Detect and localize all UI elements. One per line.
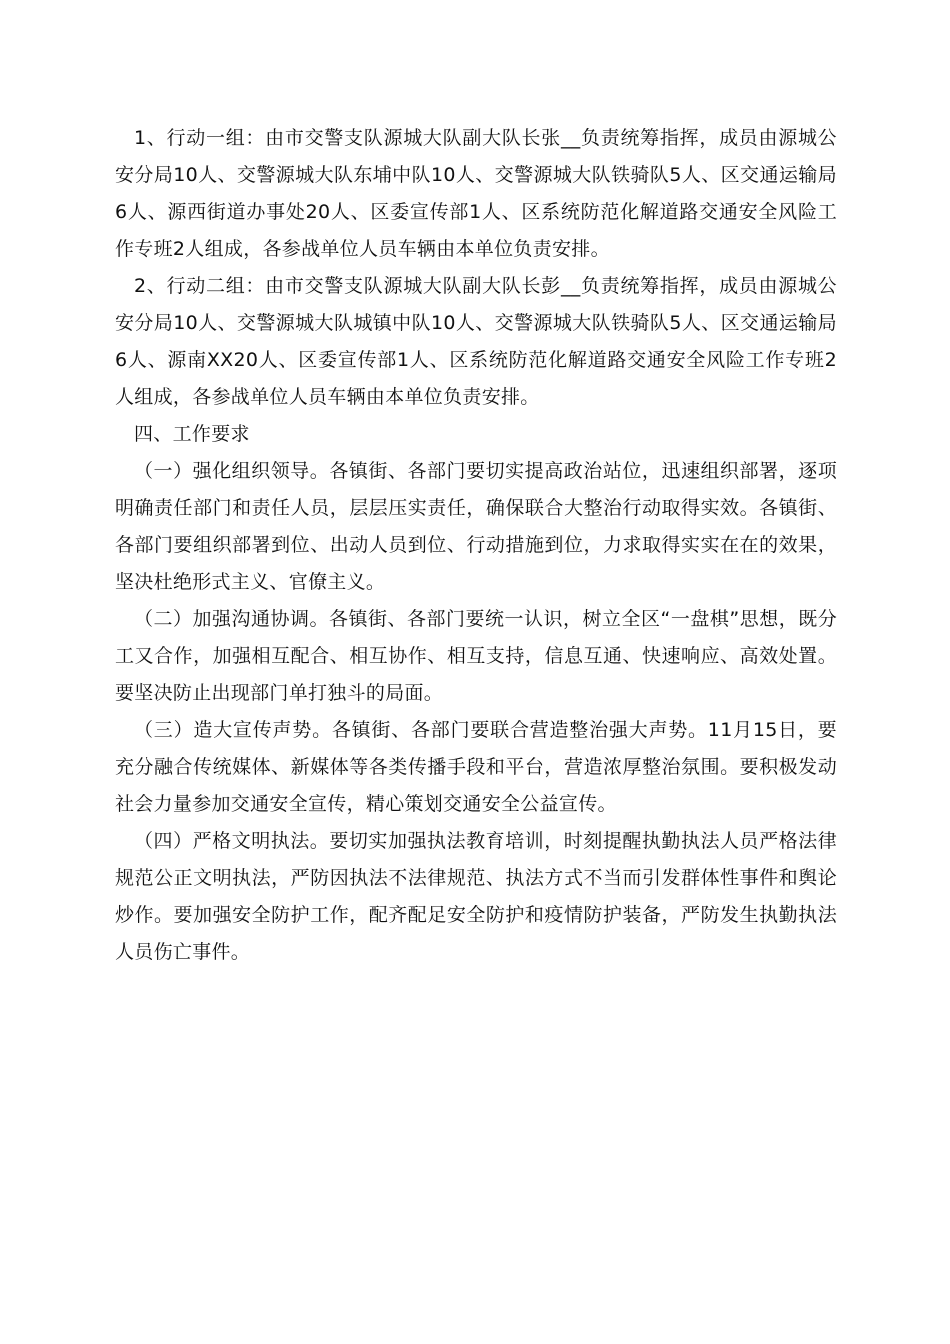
- document-body: [115, 120, 837, 971]
- paragraph-action-group-one: 1、行动一组：由市交警支队源城大队副大队长张__负责统筹指挥，成员由源城公安分局10人、交警源城大队东埔中队10人、交警源城大队铁骑队5人、区交通运输局6人、源西街道办事处20人、区委宣传部1人、区系统防范化解道路交通安全风险工作专班2人组成，各参战单位人员车辆由本单位负责安排。: [115, 127, 837, 260]
- section-heading-work-requirements: 四、工作要求: [134, 423, 250, 445]
- paragraph-requirement-two: （二）加强沟通协调。各镇街、各部门要统一认识，树立全区“一盘棋”思想，既分工又合作，加强相互配合、相互协作、相互支持，信息互通、快速响应、高效处置。要坚决防止出现部门单打独斗的局面。: [115, 608, 837, 704]
- paragraph-action-group-two: 2、行动二组：由市交警支队源城大队副大队长彭__负责统筹指挥，成员由源城公安分局10人、交警源城大队城镇中队10人、交警源城大队铁骑队5人、区交通运输局6人、源南XX20人、区委宣传部1人、区系统防范化解道路交通安全风险工作专班2人组成，各参战单位人员车辆由本单位负责安排。: [115, 275, 837, 408]
- paragraph-requirement-one: （一）强化组织领导。各镇街、各部门要切实提高政治站位，迅速组织部署，逐项明确责任部门和责任人员，层层压实责任，确保联合大整治行动取得实效。各镇街、各部门要组织部署到位、出动人员到位、行动措施到位，力求取得实实在在的效果，坚决杜绝形式主义、官僚主义。: [115, 460, 837, 593]
- paragraph-requirement-four: （四）严格文明执法。要切实加强执法教育培训，时刻提醒执勤执法人员严格法律规范公正文明执法，严防因执法不法律规范、执法方式不当而引发群体性事件和舆论炒作。要加强安全防护工作，配齐配足安全防护和疫情防护装备，严防发生执勤执法人员伤亡事件。: [115, 830, 837, 963]
- paragraph-requirement-three: （三）造大宣传声势。各镇街、各部门要联合营造整治强大声势。11月15日，要充分融合传统媒体、新媒体等各类传播手段和平台，营造浓厚整治氛围。要积极发动社会力量参加交通安全宣传，精心策划交通安全公益宣传。: [115, 719, 837, 815]
